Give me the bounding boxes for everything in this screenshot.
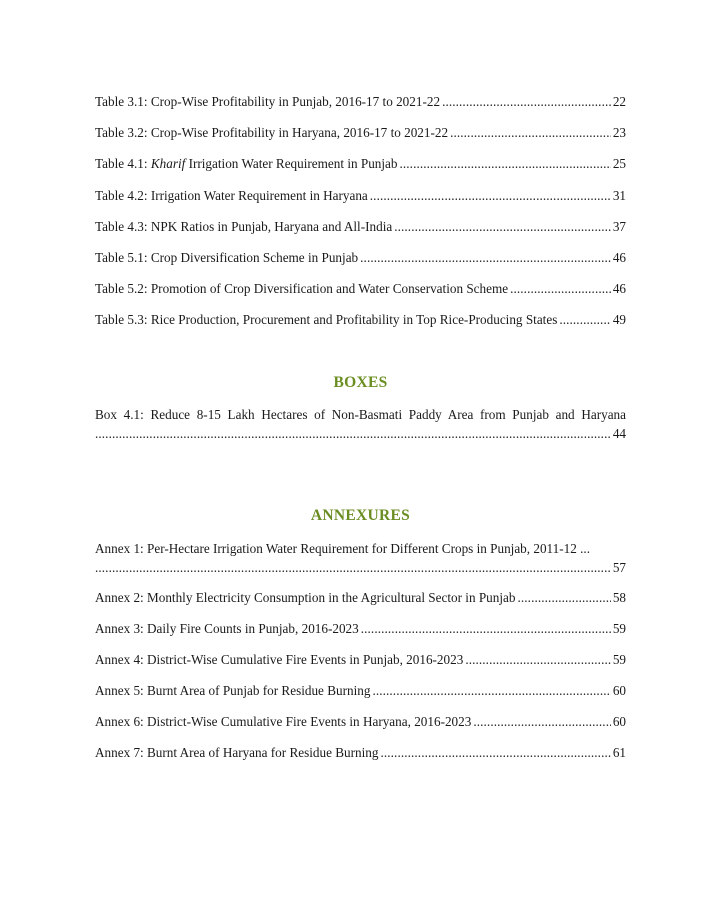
toc-entry-title: Annex 2: Monthly Electricity Consumption in the Agricultural Sector in Punjab bbox=[95, 590, 516, 605]
dot-leader bbox=[442, 94, 611, 110]
toc-entry-table-3-2[interactable] bbox=[95, 125, 626, 141]
toc-entry-table-4-3[interactable] bbox=[95, 219, 626, 235]
toc-page-number: 61 bbox=[612, 745, 626, 760]
boxes-heading: BOXES bbox=[333, 374, 388, 391]
toc-page-number: 46 bbox=[612, 281, 626, 296]
toc-page-number: 60 bbox=[612, 714, 626, 729]
toc-entry-annex-2[interactable] bbox=[95, 590, 626, 606]
toc-entry-title: Box 4.1: Reduce 8-15 Lakh Hectares of Non-Basmati Paddy Area from Punjab and Haryana bbox=[95, 407, 626, 422]
toc-entry-title: Table 5.1: Crop Diversification Scheme in Punjab bbox=[95, 250, 359, 265]
toc-entry-annex-7[interactable] bbox=[95, 745, 626, 761]
toc-page-number: 46 bbox=[612, 250, 626, 265]
dot-leader bbox=[360, 250, 611, 266]
dot-leader bbox=[95, 560, 611, 576]
toc-page-number: 59 bbox=[612, 652, 626, 667]
toc-entry-title: Table 4.2: Irrigation Water Requirement in Haryana bbox=[95, 188, 368, 203]
toc-entry-title: Annex 4: District-Wise Cumulative Fire Events in Punjab, 2016-2023 bbox=[95, 652, 464, 667]
toc-entry-title: Table 3.2: Crop-Wise Profitability in Haryana, 2016-17 to 2021-22 bbox=[95, 125, 449, 140]
toc-entry-title: Annex 6: District-Wise Cumulative Fire Events in Haryana, 2016-2023 bbox=[95, 714, 472, 729]
toc-entry-title: Annex 1: Per-Hectare Irrigation Water Requirement for Different Crops in Punjab, 2011-12 ... bbox=[95, 541, 591, 556]
toc-entry-title: Annex 5: Burnt Area of Punjab for Residue Burning bbox=[95, 683, 371, 698]
toc-entry-annex-1[interactable] bbox=[95, 541, 626, 576]
toc-page-number: 25 bbox=[612, 156, 626, 171]
toc-entry-annex-6[interactable] bbox=[95, 714, 626, 730]
toc-entry-title: Table 4.1: Kharif Irrigation Water Requirement in Punjab bbox=[95, 156, 398, 171]
dot-leader bbox=[361, 621, 611, 637]
toc-page-number: 59 bbox=[612, 621, 626, 636]
toc-page-number: 37 bbox=[612, 219, 626, 234]
toc-entry-table-5-3[interactable] bbox=[95, 312, 626, 328]
toc-page-number: 44 bbox=[612, 426, 626, 441]
toc-page-number: 60 bbox=[612, 683, 626, 698]
dot-leader bbox=[450, 125, 611, 141]
dot-leader bbox=[370, 188, 611, 204]
dot-leader bbox=[380, 745, 610, 761]
toc-page-number: 31 bbox=[612, 188, 626, 203]
dot-leader bbox=[473, 714, 610, 730]
toc-entry-annex-4[interactable] bbox=[95, 652, 626, 668]
toc-entry-table-3-1[interactable] bbox=[95, 94, 626, 110]
toc-entry-table-4-2[interactable] bbox=[95, 188, 626, 204]
dot-leader bbox=[518, 590, 611, 606]
dot-leader bbox=[95, 426, 611, 442]
toc-entry-table-5-1[interactable] bbox=[95, 250, 626, 266]
toc-page-number: 57 bbox=[612, 560, 626, 575]
dot-leader bbox=[559, 312, 610, 328]
toc-entry-title: Table 3.1: Crop-Wise Profitability in Punjab, 2016-17 to 2021-22 bbox=[95, 94, 441, 109]
dot-leader bbox=[400, 156, 611, 172]
toc-entry-title: Annex 3: Daily Fire Counts in Punjab, 2016-2023 bbox=[95, 621, 359, 636]
toc-entry-table-4-1[interactable] bbox=[95, 156, 626, 172]
toc-page-number: 22 bbox=[612, 94, 626, 109]
toc-entry-table-5-2[interactable] bbox=[95, 281, 626, 297]
toc-entry-annex-3[interactable] bbox=[95, 621, 626, 637]
dot-leader bbox=[372, 683, 610, 699]
dot-leader bbox=[510, 281, 611, 297]
toc-page-number: 58 bbox=[612, 590, 626, 605]
toc-entry-title: Annex 7: Burnt Area of Haryana for Residue Burning bbox=[95, 745, 379, 760]
toc-page-number: 23 bbox=[612, 125, 626, 140]
toc-entry-title: Table 5.3: Rice Production, Procurement and Profitability in Top Rice-Producing States bbox=[95, 312, 558, 327]
toc-entry-box-4-1[interactable] bbox=[95, 407, 626, 442]
annexures-heading: ANNEXURES bbox=[310, 507, 411, 524]
toc-entry-title: Table 4.3: NPK Ratios in Punjab, Haryana and All-India bbox=[95, 219, 393, 234]
dot-leader bbox=[465, 652, 611, 668]
dot-leader bbox=[394, 219, 611, 235]
toc-page-number: 49 bbox=[612, 312, 626, 327]
toc-entry-annex-5[interactable] bbox=[95, 683, 626, 699]
toc-entry-title: Table 5.2: Promotion of Crop Diversification and Water Conservation Scheme bbox=[95, 281, 509, 296]
